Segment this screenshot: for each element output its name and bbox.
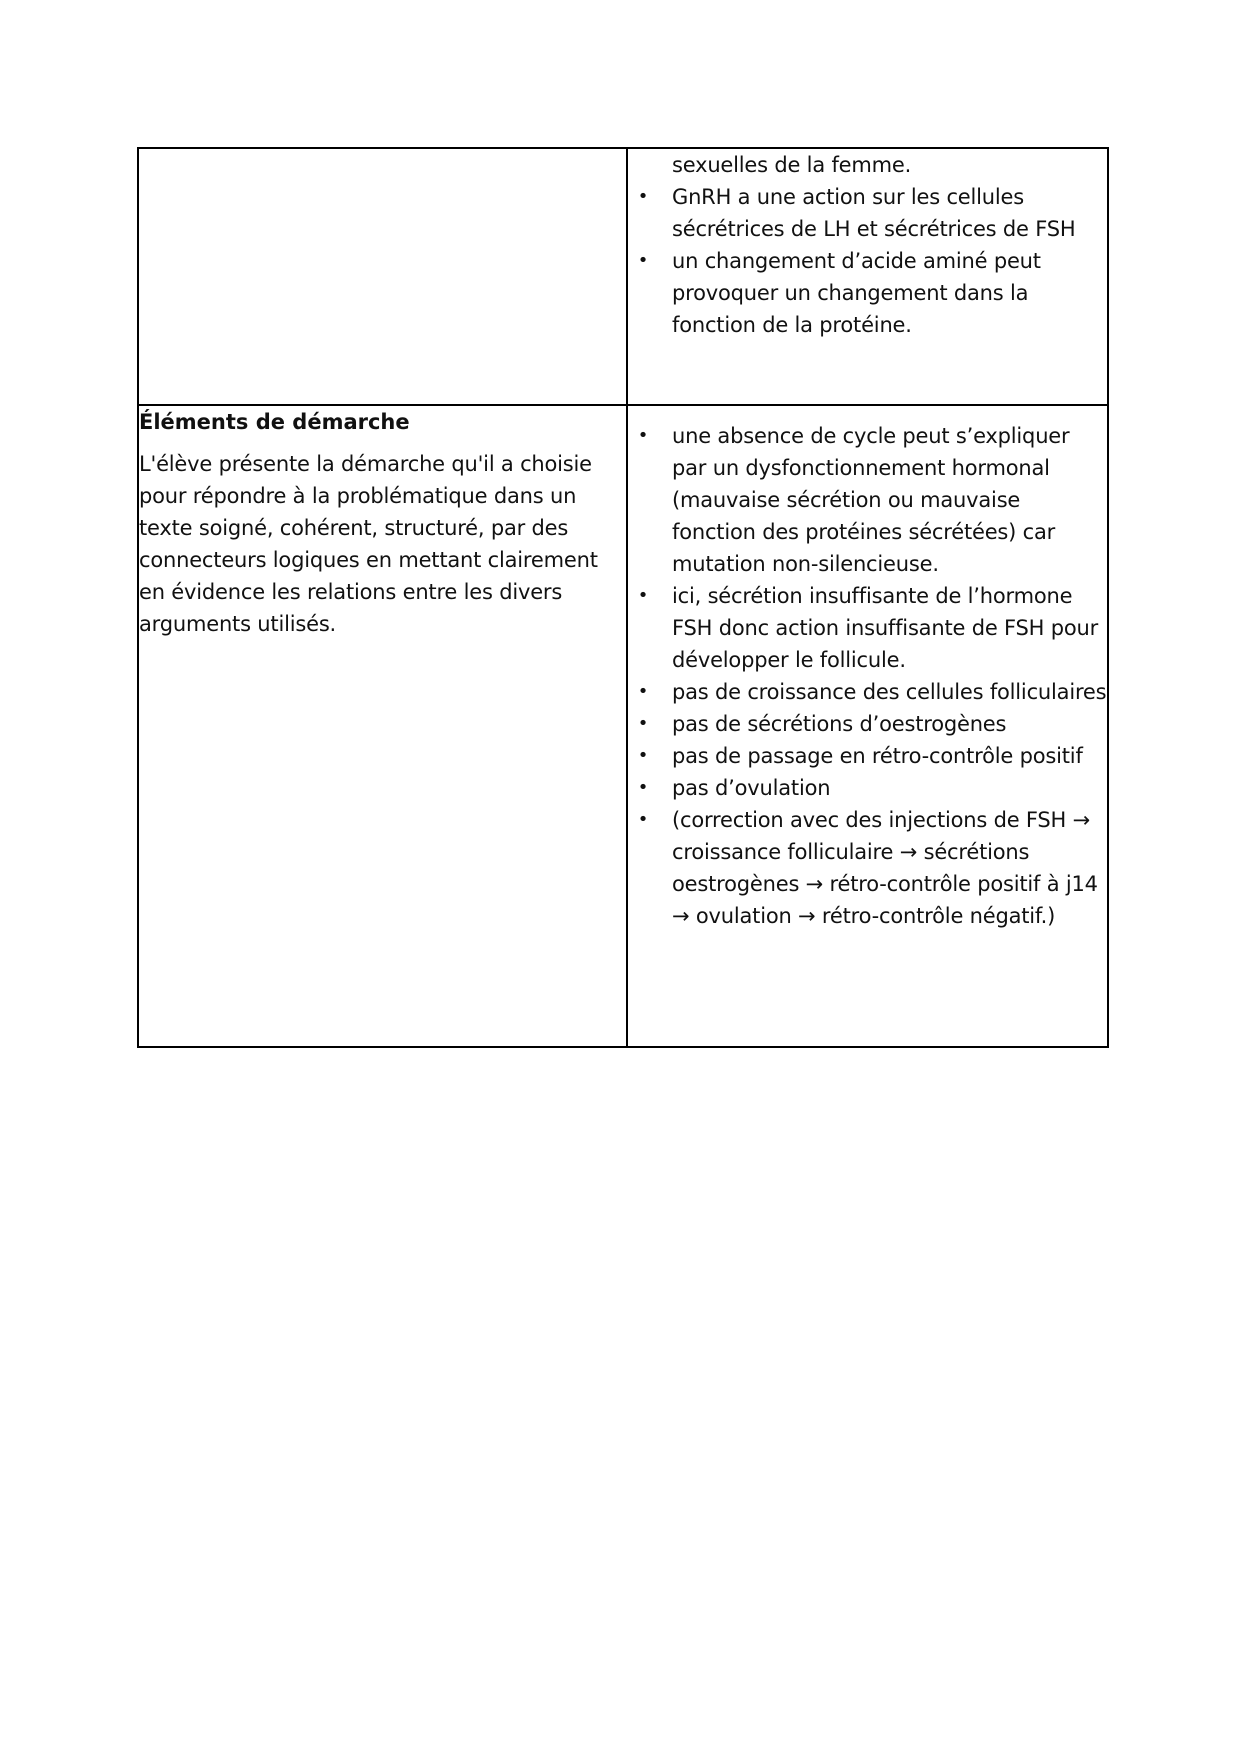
list-item	[628, 772, 1107, 804]
list-item-text: une absence de cycle peut s’expliquer par un dysfonctionnement hormonal (mauvaise sécrétion ou mauvaise fonction des protéines sécrétées) car mutation non-silencieuse.	[672, 424, 1070, 576]
section-heading: Éléments de démarche	[139, 410, 410, 434]
bullet-icon: •	[637, 713, 649, 734]
bullet-icon: •	[637, 745, 649, 766]
list-item-text: pas de croissance des cellules folliculaires	[672, 680, 1107, 704]
bullet-icon: •	[637, 186, 649, 207]
bullet-icon: •	[637, 777, 649, 798]
list-item-text: pas de sécrétions d’oestrogènes	[672, 712, 1007, 736]
list-item	[628, 708, 1107, 740]
table-cell-expected	[627, 405, 1108, 1047]
table-cell-expected	[627, 148, 1108, 405]
section-description: L'élève présente la démarche qu'il a choisie pour répondre à la problématique dans un texte soigné, cohérent, structuré, par des connecteurs logiques en mettant clairement en évidence les relations entre les divers arguments utilisés.	[139, 452, 598, 636]
table-cell-criteria	[138, 405, 627, 1047]
table-row	[138, 148, 1108, 405]
list-item-text: sexuelles de la femme.	[672, 153, 912, 177]
list-item-text: pas de passage en rétro-contrôle positif	[672, 744, 1083, 768]
evaluation-table	[137, 147, 1109, 1048]
list-item-text: un changement d’acide aminé peut provoquer un changement dans la fonction de la protéine.	[672, 249, 1041, 337]
bullet-list	[628, 149, 1107, 341]
list-item	[628, 580, 1107, 676]
list-item-text: ici, sécrétion insuffisante de l’hormone FSH donc action insuffisante de FSH pour développer le follicule.	[672, 584, 1099, 672]
table-row	[138, 405, 1108, 1047]
bullet-icon: •	[637, 809, 649, 830]
list-item-text: GnRH a une action sur les cellules sécrétrices de LH et sécrétrices de FSH	[672, 185, 1076, 241]
list-item	[628, 149, 1107, 181]
list-item-text: pas d’ovulation	[672, 776, 831, 800]
list-item	[628, 740, 1107, 772]
list-item-text: (correction avec des injections de FSH → croissance folliculaire → sécrétions oestrogènes → rétro-contrôle positif à j14 → ovulation → rétro-contrôle négatif.)	[672, 808, 1098, 928]
bullet-icon: •	[637, 585, 649, 606]
list-item	[628, 676, 1107, 708]
list-item	[628, 181, 1107, 245]
bullet-icon: •	[637, 681, 649, 702]
list-item	[628, 804, 1107, 932]
list-item	[628, 245, 1107, 341]
list-item	[628, 420, 1107, 580]
table-cell-criteria	[138, 148, 627, 405]
bullet-list	[628, 420, 1107, 932]
bullet-icon: •	[637, 250, 649, 271]
bullet-icon: •	[637, 425, 649, 446]
